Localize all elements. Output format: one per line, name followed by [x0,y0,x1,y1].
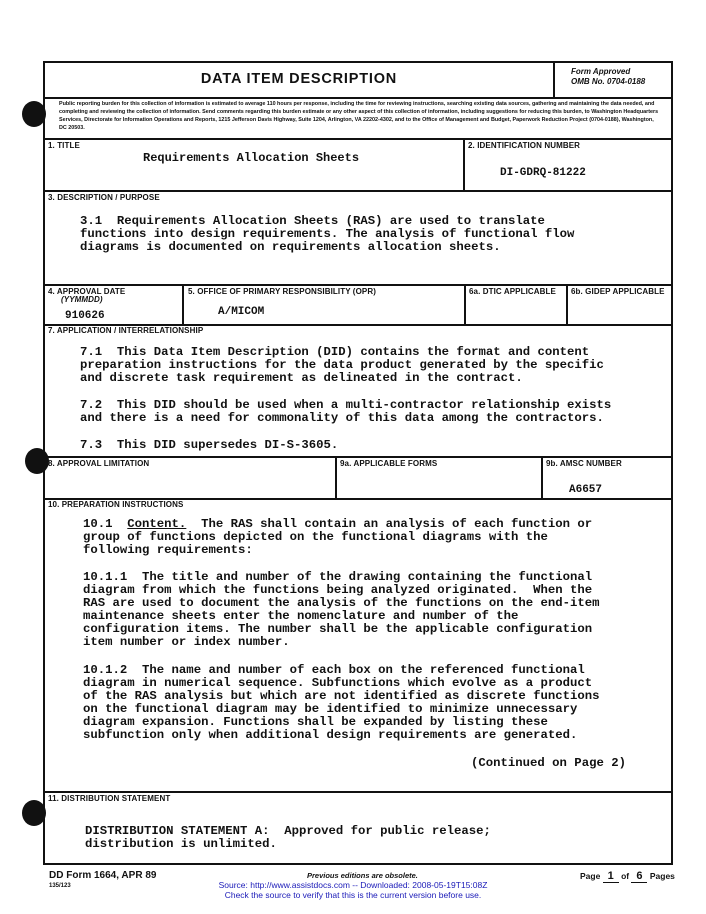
preparation-10-1-1: 10.1.1 The title and number of the drawing containing the functional diagram from which the functions being analyzed originated. When the RAS are used to document the analysis of the functions on the end-item maintenance sheets enter the nomenclature and number of the configuration items. The number shall be the applicable configuration item number or index number. [83,570,600,649]
form-approved: Form Approved [571,67,631,76]
obsolete-note: Previous editions are obsolete. [307,871,418,880]
title-value: Requirements Allocation Sheets [143,151,360,165]
form-title: DATA ITEM DESCRIPTION [200,71,398,87]
continued-note: (Continued on Page 2) [471,756,626,770]
office-value: A/MICOM [218,306,265,318]
approval-date-value: 910626 [65,310,105,322]
distribution-label: 11. DISTRIBUTION STATEMENT [48,794,171,803]
office-label: 5. OFFICE OF PRIMARY RESPONSIBILITY (OPR) [188,287,376,296]
source-line-1: Source: http://www.assistdocs.com -- Downloaded: 2008-05-19T15:08Z [218,880,488,890]
preparation-label: 10. PREPARATION INSTRUCTIONS [48,500,184,509]
approval-limitation-label: 8. APPROVAL LIMITATION [48,459,150,468]
identification-label: 2. IDENTIFICATION NUMBER [468,141,581,150]
application-7-1: 7.1 This Data Item Description (DID) contains the format and content preparation instructions for the data product generated by the specific and discrete task requirement as delineated in the contract. [80,345,604,385]
description-text: 3.1 Requirements Allocation Sheets (RAS) are used to translate functions into design requirements. The analysis of functional flow diagrams is documented on requirements allocation sheets. [80,214,575,254]
application-7-2: 7.2 This DID should be used when a multi-contractor relationship exists and there is a need for commonality of this data among the contractors. [80,398,612,425]
title-label: 1. TITLE [48,141,80,150]
identification-value: DI-GDRQ-81222 [500,167,586,179]
omb-number: OMB No. 0704-0188 [571,77,646,86]
page-indicator: Page 1 of 6 Pages [580,870,675,882]
form-code: 135/123 [49,883,71,889]
amsc-number-value: A6657 [569,484,603,496]
page-total: 6 [631,870,647,883]
distribution-statement: DISTRIBUTION STATEMENT A: Approved for public release; distribution is unlimited. [85,824,491,851]
content-heading: Content. [127,517,187,531]
gidep-label: 6b. GIDEP APPLICABLE [571,287,665,296]
amsc-number-label: 9b. AMSC NUMBER [546,459,622,468]
preparation-10-1-2: 10.1.2 The name and number of each box on the referenced functional diagram in numerical sequence. Subfunctions which evolve as a product of the RAS analysis but which are not identified as discrete functions on the functional diagram may be identified to minimize unnecessary diagram expansion. Functions shall be expanded by listing these subfunction only when additional design requirements are generated. [83,663,600,742]
source-line-2: Check the source to verify that this is the current version before use. [224,890,482,900]
applicable-forms-label: 9a. APPLICABLE FORMS [340,459,438,468]
burden-statement: Public reporting burden for this collection of information is estimated to average 110 hours per response, including the time for reviewing instructions, searching existing data sources, gathering and maintaining the data needed, and completing and reviewing the collection of information. Send comments regarding this burden estimate or any other aspect of this collection of information, including suggestions for reducing this burden, to Washington Headquarters Services, Directorate for Information Operations and Reports, 1215 Jefferson Davis Highway, Suite 1204, Arlington, VA 22202-4302, and to the Office of Management and Budget, Paperwork Reduction Project (0704-0188), Washington, DC 20503. [59,101,659,131]
description-label: 3. DESCRIPTION / PURPOSE [48,193,160,202]
form-identifier: DD Form 1664, APR 89 [49,870,157,881]
page-number: 1 [603,870,619,883]
approval-date-format: (YYMMDD) [61,295,103,304]
dtic-label: 6a. DTIC APPLICABLE [469,287,556,296]
approval-date-label: 4. APPROVAL DATE [48,287,126,296]
preparation-10-1: 10.1 Content. The RAS shall contain an analysis of each function or group of functions depicted on the functional diagrams with the following requirements: [83,517,593,557]
data-item-description-form [43,61,673,865]
application-label: 7. APPLICATION / INTERRELATIONSHIP [48,326,204,335]
application-7-3: 7.3 This DID supersedes DI-S-3605. [80,438,339,452]
